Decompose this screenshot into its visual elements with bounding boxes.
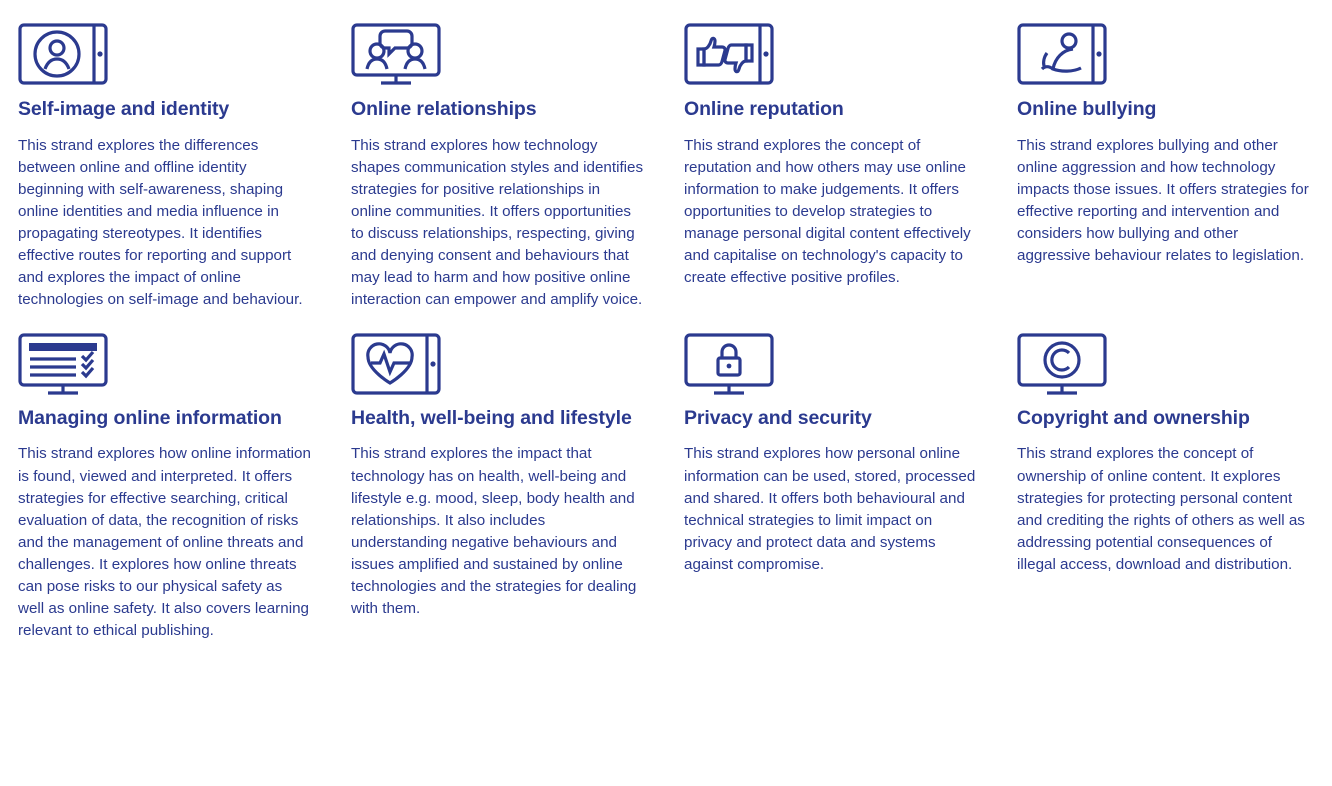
card-body: This strand explores the impact that technology has on health, well-being and lifestyle e.g. mood, sleep, body health and relationships. It also includes understanding negative behaviours and issues amplified and sustained by online technologies and the strategies for dealing with them. bbox=[351, 445, 637, 617]
card-health-well-being-and-lifestyle bbox=[333, 321, 666, 642]
card-online-bullying bbox=[999, 10, 1332, 311]
card-body: This strand explores the concept of reputation and how others may use online information to make judgements. It offers opportunities to develop strategies to manage personal digital content effectively and capitalise on technology's capacity to create effective positive profiles. bbox=[684, 136, 971, 286]
tablet-heartbeat-icon bbox=[351, 327, 644, 401]
card-title: Health, well-being and lifestyle bbox=[351, 406, 632, 429]
card-online-reputation bbox=[666, 10, 999, 311]
monitor-padlock-icon bbox=[684, 327, 977, 401]
tablet-thumbs-up-down-icon bbox=[684, 16, 977, 92]
card-body: This strand explores the concept of ownership of online content. It explores strategies for protecting personal content and crediting the rights of others as well as addressing potential consequences of illegal access, download and distribution. bbox=[1017, 445, 1305, 573]
monitor-copyright-icon bbox=[1017, 327, 1310, 401]
tablet-person-icon bbox=[18, 16, 311, 92]
card-title: Online bullying bbox=[1017, 98, 1157, 120]
card-body: This strand explores how personal online information can be used, stored, processed and shared. It offers both behavioural and technical strategies to limit impact on privacy and protect data and systems against compromise. bbox=[684, 445, 976, 573]
card-title: Self-image and identity bbox=[18, 98, 230, 120]
card-body: This strand explores how online information is found, viewed and interpreted. It offers strategies for effective searching, critical evaluation of data, the recognition of risks and the management of online threats and challenges. It explores how online threats can pose risks to our physical safety as well as online safety. It also covers learning relevant to ethical publishing. bbox=[18, 445, 311, 639]
card-self-image-and-identity bbox=[0, 10, 333, 311]
card-online-relationships bbox=[333, 10, 666, 311]
card-body: This strand explores how technology shapes communication styles and identifies strategies for positive relationships in online communities. It offers opportunities to discuss relationships, respecting, giving and denying consent and behaviours that may lead to harm and how positive online interaction can empower and amplify voice. bbox=[351, 136, 644, 308]
monitor-checklist-icon bbox=[18, 327, 311, 401]
card-body: This strand explores the differences between online and offline identity beginning with self-awareness, shaping online identities and media influence in propagating stereotypes. It identifies effective routes for reporting and support and explores the impact of online technologies on self-image and behaviour. bbox=[18, 136, 303, 308]
card-copyright-and-ownership bbox=[999, 321, 1332, 642]
card-title: Managing online information bbox=[18, 406, 282, 429]
card-managing-online-information bbox=[0, 321, 333, 642]
card-title: Privacy and security bbox=[684, 406, 872, 429]
tablet-bullied-person-icon bbox=[1017, 16, 1310, 92]
card-privacy-and-security bbox=[666, 321, 999, 642]
card-title: Online reputation bbox=[684, 98, 844, 120]
monitor-people-chat-icon bbox=[351, 16, 644, 92]
card-title: Online relationships bbox=[351, 98, 537, 120]
card-body: This strand explores bullying and other online aggression and how technology impacts those issues. It offers strategies for effective reporting and intervention and considers how bullying and other aggressive behaviour relates to legislation. bbox=[1017, 136, 1309, 264]
card-title: Copyright and ownership bbox=[1017, 406, 1250, 429]
